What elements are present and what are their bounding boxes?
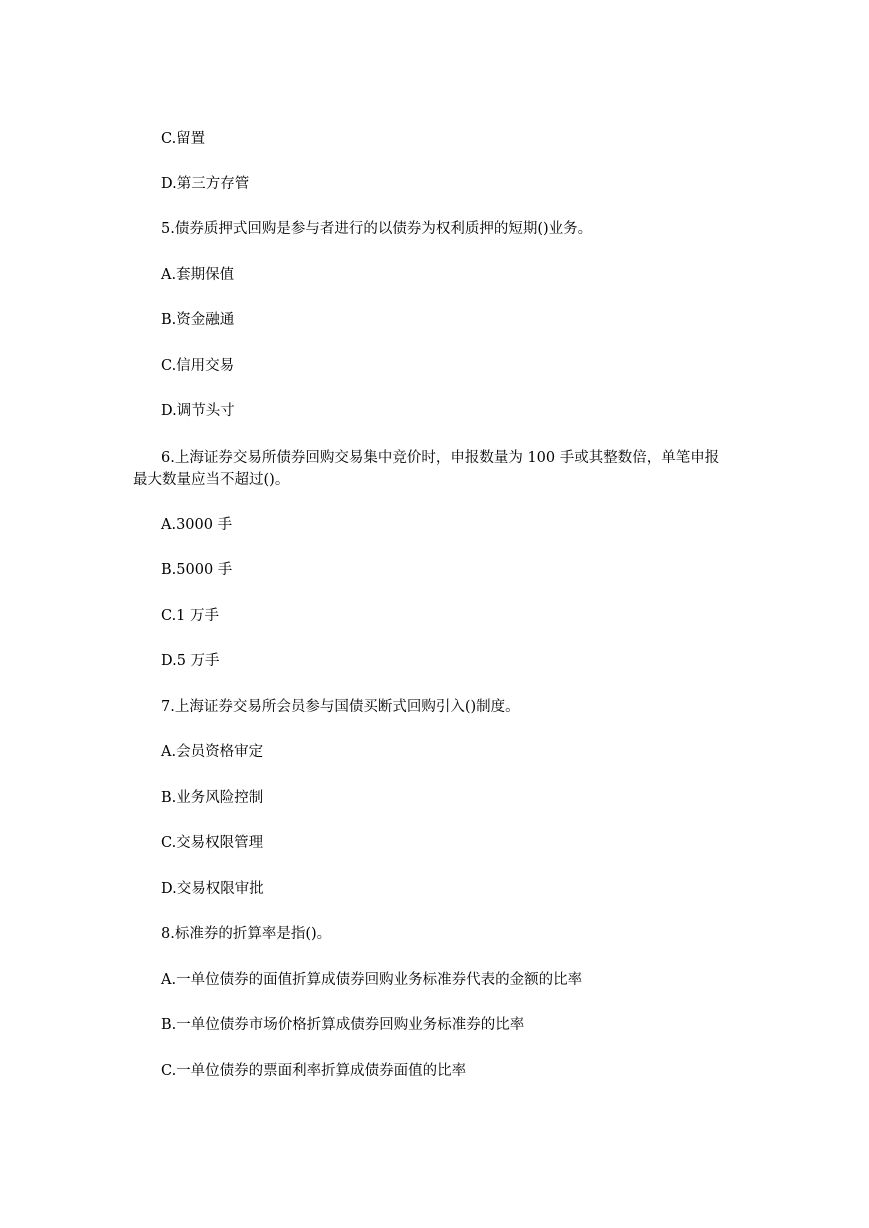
question-6-line-1: 6.上海证券交易所债券回购交易集中竞价时，申报数量为 100 手或其整数倍，单笔申报	[161, 450, 720, 466]
option-b-q6: B.5000 手	[161, 562, 233, 578]
option-c-q7: C.交易权限管理	[161, 835, 264, 851]
option-a-q7: A.会员资格审定	[161, 744, 264, 760]
option-c-q4: C.留置	[161, 131, 206, 147]
option-b-q7: B.业务风险控制	[161, 790, 264, 806]
question-5: 5.债券质押式回购是参与者进行的以债券为权利质押的短期()业务。	[161, 221, 593, 237]
option-b-q5: B.资金融通	[161, 312, 235, 328]
question-6-line-2: 最大数量应当不超过()。	[133, 472, 290, 488]
question-7: 7.上海证券交易所会员参与国债买断式回购引入()制度。	[161, 699, 520, 715]
option-c-q6: C.1 万手	[161, 608, 220, 624]
option-a-q5: A.套期保值	[161, 267, 235, 283]
option-d-q4: D.第三方存管	[161, 176, 250, 192]
option-a-q8: A.一单位债券的面值折算成债券回购业务标准券代表的金额的比率	[161, 972, 583, 988]
option-c-q8: C.一单位债券的票面利率折算成债券面值的比率	[161, 1063, 467, 1079]
option-d-q6: D.5 万手	[161, 653, 220, 669]
option-d-q7: D.交易权限审批	[161, 881, 264, 897]
option-a-q6: A.3000 手	[161, 517, 233, 533]
question-8: 8.标准券的折算率是指()。	[161, 926, 332, 942]
option-c-q5: C.信用交易	[161, 358, 235, 374]
option-b-q8: B.一单位债券市场价格折算成债券回购业务标准券的比率	[161, 1017, 525, 1033]
option-d-q5: D.调节头寸	[161, 403, 235, 419]
